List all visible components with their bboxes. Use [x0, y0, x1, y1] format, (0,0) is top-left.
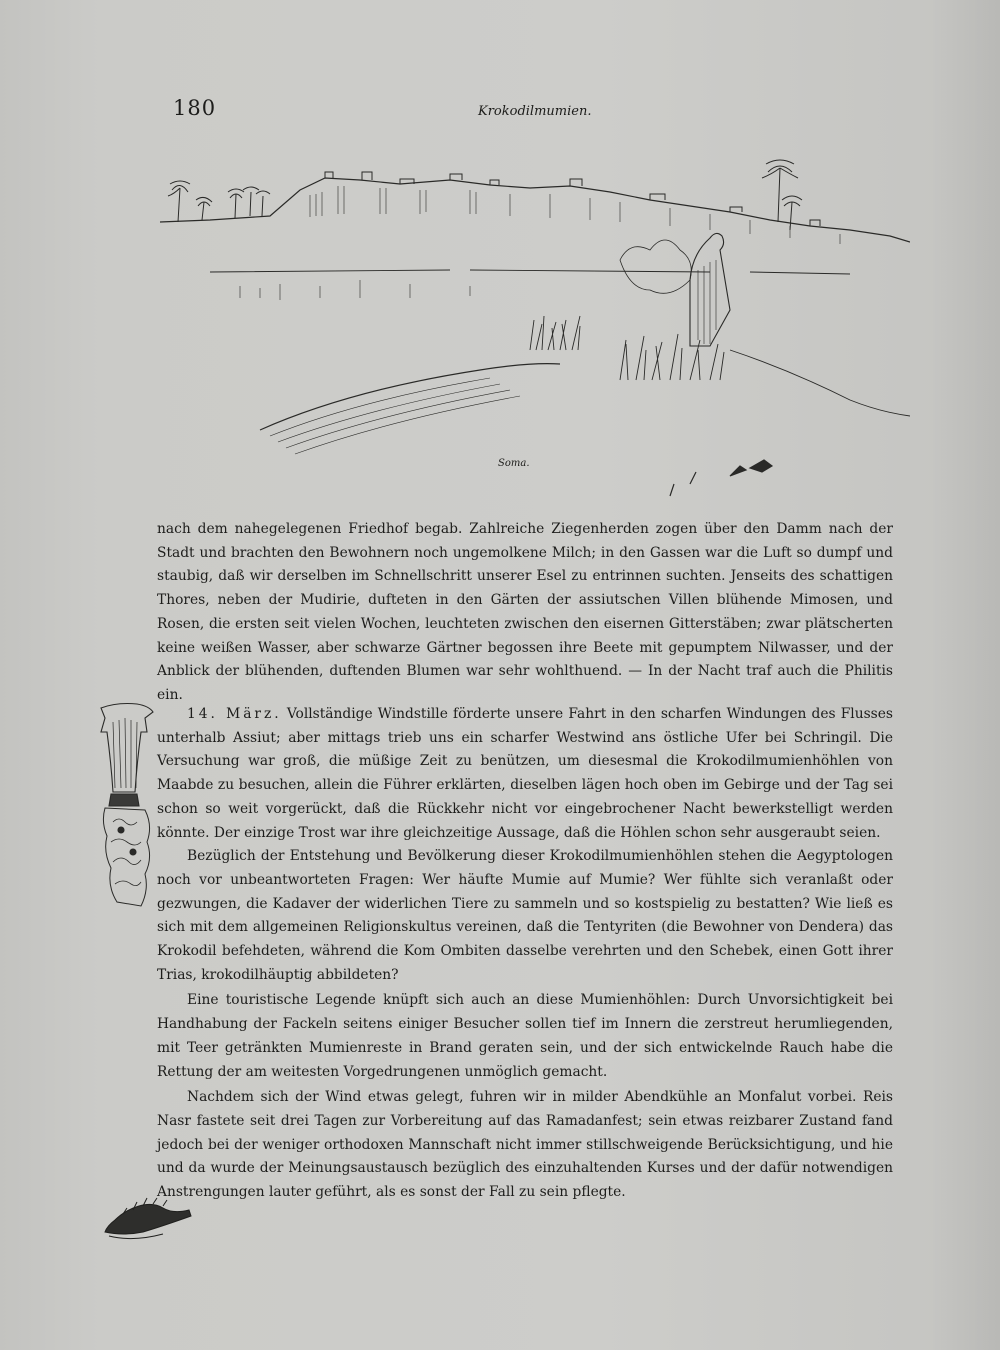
paragraph: Eine touristische Legende knüpft sich auch an diese Mumienhöhlen: Durch Unvorsichtigkeit bei Handhabung der Fackeln seitens einiger Besucher sollen tief im Innern die zerstreut herumliegenden, mit Teer getränkten Mumienreste in Brand geraten sein, und der sich entwickelnde Rauch habe die Rettung der am weitesten Vorgedrungenen unmöglich gemacht. [157, 992, 893, 1080]
illustration-caption: Soma. [498, 458, 530, 469]
text-block-upper [157, 518, 893, 708]
column-illustration [97, 702, 157, 912]
paragraph: nach dem nahegelegenen Friedhof begab. Zahlreiche Ziegenherden zogen über den Damm nach der Stadt und brachten den Bewohnern noch ungemolkene Milch; in den Gassen war die Luft so dumpf und staubig, daß wir derselben im Schnellschritt unserer Esel zu entrinnen suchten. Jenseits des schattigen Thores, neben der Mudirie, dufteten in den Gärten der assiutschen Villen blühende Mimosen, und Rosen, die ersten seit vielen Wochen, leuchteten zwischen den eisernen Gitterstäben; zwar plätscherten keine weißen Wasser, aber schwarze Gärtner begossen ihre Beete mit gepumptem Nilwasser, und der Anblick der blühenden, duftenden Blumen war sehr wohlthuend. — In der Nacht traf auch die Philitis ein. [157, 521, 893, 703]
text-block-lower [157, 703, 893, 1205]
landscape-illustration [150, 150, 910, 510]
date-heading: 14. März. [187, 706, 282, 722]
running-head: Krokodilmumien. [478, 104, 592, 119]
page-number: 180 [173, 96, 217, 120]
page-edge-shadow [930, 0, 1000, 1350]
paragraph: Bezüglich der Entstehung und Bevölkerung dieser Krokodilmumienhöhlen stehen die Aegyptologen noch vor unbeantworteten Fragen: Wer häufte Mumie auf Mumie? Wer fühlte sich veranlaßt oder gezwungen, die Kadaver der widerlichen Tiere zu sammeln und so kostspielig zu bestatten? Wie ließ es sich mit dem allgemeinen Religionskultus vereinen, daß die Tentyriten (die Bewohner von Dendera) das Krokodil befehdeten, während die Kom Ombiten dasselbe verehrten und den Schebek, einen Gott ihrer Trias, krokodilhäuptig abbildeten? [157, 848, 893, 983]
paragraph [157, 703, 893, 845]
paragraph: Nachdem sich der Wind etwas gelegt, fuhren wir in milder Abendkühle an Monfalut vorbei. Reis Nasr fastete seit drei Tagen zur Vorbereitung auf das Ramadanfest; sein etwas reizbarer Zustand fand jedoch bei der weniger orthodoxen Mannschaft nicht immer stillschweigende Berücksichtigung, und hie und da wurde der Meinungsaustausch bezüglich des einzuhaltenden Kurses und der dafür notwendigen Anstrengungen lauter geführt, als es sonst der Fall zu sein pflegte. [157, 1089, 893, 1201]
crocodile-vignette [103, 1196, 193, 1242]
paragraph-text: Vollständige Windstille förderte unsere Fahrt in den scharfen Windungen des Flusses unterhalb Assiut; aber mittags trieb uns ein scharfer Westwind ans östliche Ufer bei Schringil. Die Versuchung war groß, die müßige Zeit zu benützen, um diesesmal die Krokodilmumienhöhlen von Maabde zu besuchen, allein die Führer erklärten, dieselben lägen hoch oben im Gebirge und der Tag sei schon so weit vorgerückt, daß die Rückkehr nicht vor eingebrochener Nacht bewerkstelligt werden könnte. Der einzige Trost war ihre gleichzeitige Aussage, daß die Höhlen schon sehr ausgeraubt seien. [157, 706, 893, 841]
